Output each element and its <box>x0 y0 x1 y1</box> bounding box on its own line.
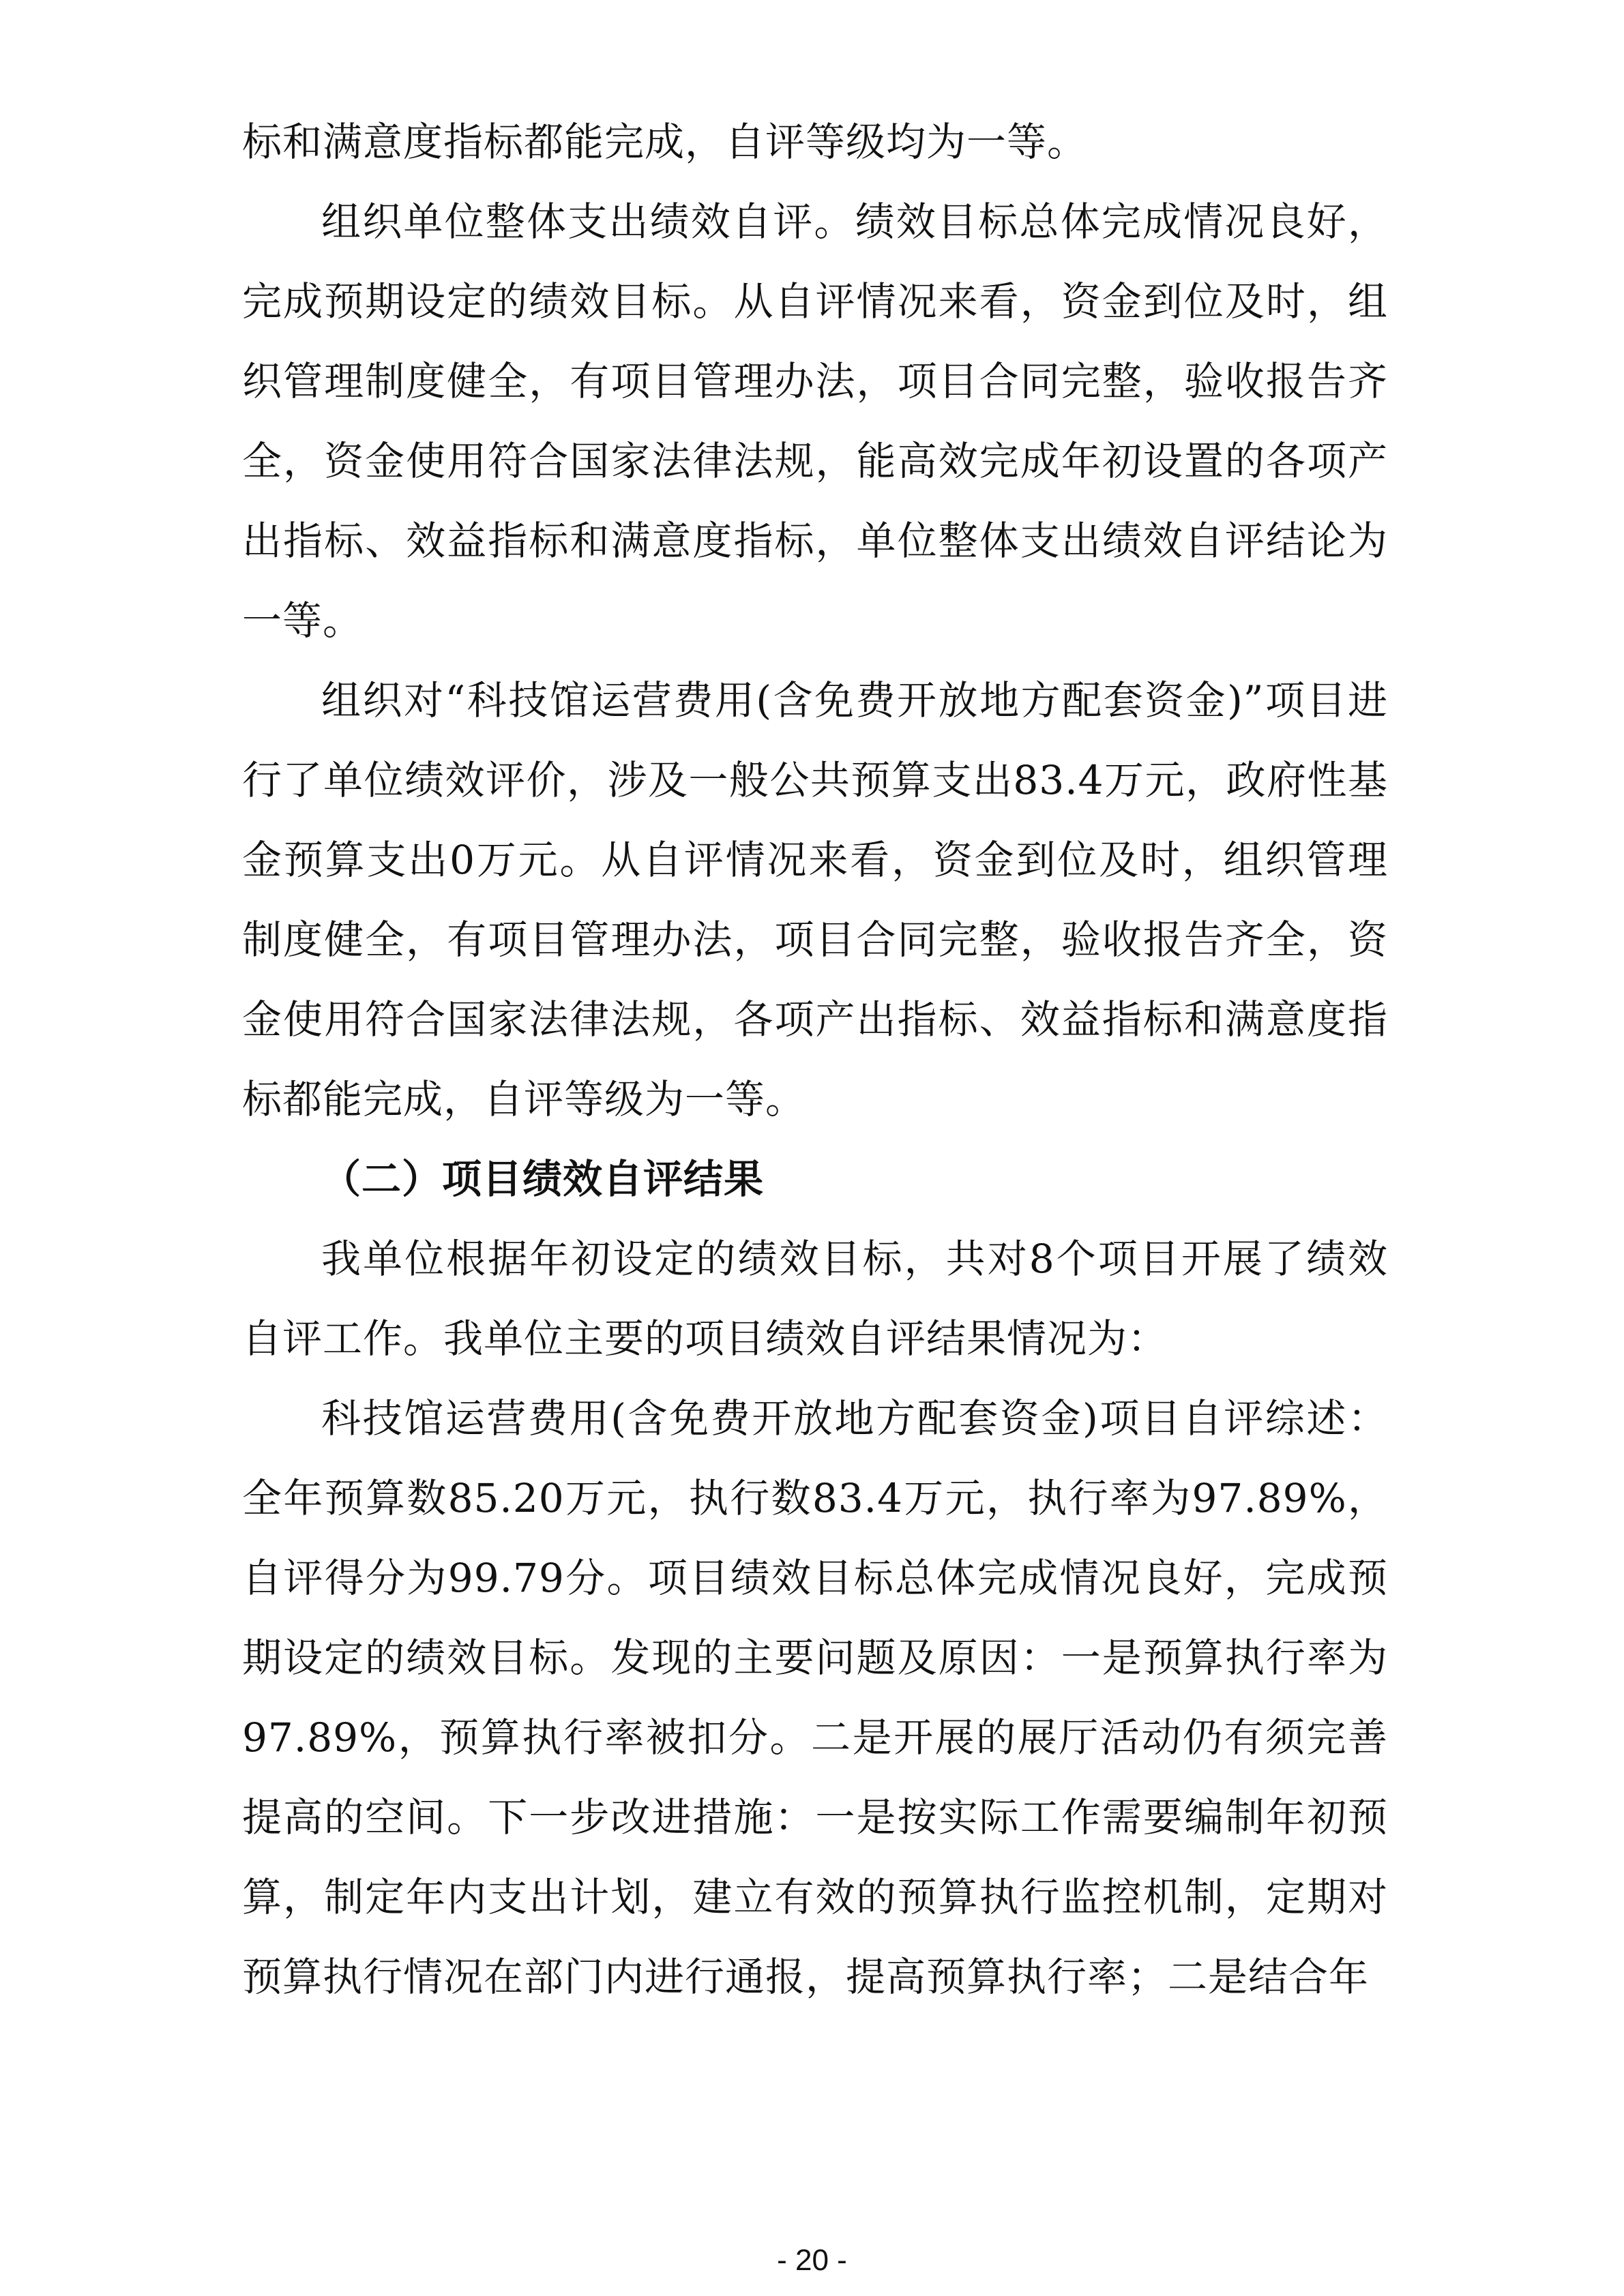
document-body <box>242 102 1388 2017</box>
paragraph-unit-self-evaluation: 组织单位整体支出绩效自评。绩效目标总体完成情况良好，完成预期设定的绩效目标。从自评情况来看，资金到位及时，组织管理制度健全，有项目管理办法，项目合同完整，验收报告齐全，资金使用符合国家法律法规，能高效完成年初设置的各项产出指标、效益指标和满意度指标，单位整体支出绩效自评结论为一等。 <box>242 198 1388 644</box>
paragraph-project-evaluation: 组织对“科技馆运营费用(含免费开放地方配套资金)”项目进行了单位绩效评价，涉及一般公共预算支出83.4万元，政府性基金预算支出0万元。从自评情况来看，资金到位及时，组织管理制度健全，有项目管理办法，项目合同完整，验收报告齐全，资金使用符合国家法律法规，各项产出指标、效益指标和满意度指标都能完成，自评等级为一等。 <box>242 677 1388 1122</box>
paragraph-project-count: 我单位根据年初设定的绩效目标，共对8个项目开展了绩效自评工作。我单位主要的项目绩效自评结果情况为： <box>242 1236 1388 1362</box>
paragraph-continuation: 标和满意度指标都能完成，自评等级均为一等。 <box>242 119 1088 165</box>
paragraph-project-summary: 科技馆运营费用(含免费开放地方配套资金)项目自评综述：全年预算数85.20万元，执行数83.4万元，执行率为97.89%，自评得分为99.79分。项目绩效目标总体完成情况良好，完成预期设定的绩效目标。发现的主要问题及原因：一是预算执行率为97.89%，预算执行率被扣分。二是开展的展厅活动仍有须完善提高的空间。下一步改进措施：一是按实际工作需要编制年初预算，制定年内支出计划，建立有效的预算执行监控机制，定期对预算执行情况在部门内进行通报，提高预算执行率；二是结合年 <box>242 1395 1388 2000</box>
page-number: - 20 - <box>777 2243 847 2277</box>
section-heading: （二）项目绩效自评结果 <box>321 1156 765 1202</box>
